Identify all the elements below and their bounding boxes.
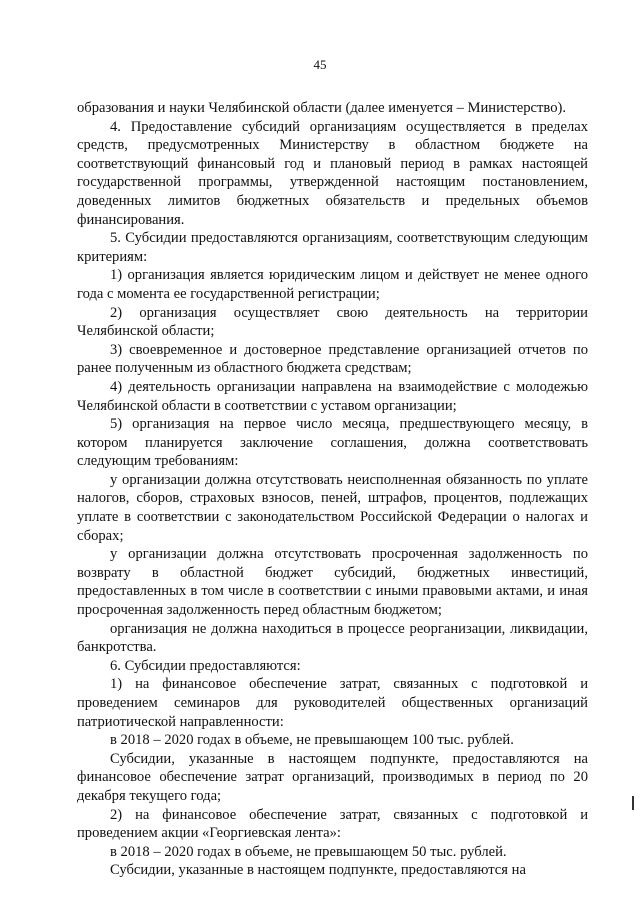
paragraph: 5) организация на первое число месяца, предшествующего месяцу, в котором планируется заключение соглашения, должна соответствовать следующим требованиям: [77,416,588,470]
paragraph: Субсидии, указанные в настоящем подпункте, предоставляются на [110,862,526,879]
paragraph: организация не должна находиться в процессе реорганизации, ликвидации, банкротства. [77,620,588,656]
paragraph: 5. Субсидии предоставляются организациям, соответствующим следующим критериям: [77,230,588,265]
paragraph: 4. Предоставление субсидий организациям осуществляется в пределах средств, предусмотренных Министерству в областном бюджете на соответствующий финансовый год и плановый период в рамках настоящей государственной программы, утвержденной настоящим постановлением, доведенных лимитов бюджетных обязательств и предельных объемов финансирования. [77,118,588,228]
paragraph: в 2018 – 2020 годах в объеме, не превышающем 50 тыс. рублей. [110,843,507,860]
paragraph: 2) на финансовое обеспечение затрат, связанных с подготовкой и проведением акции «Георгиевская лента»: [77,806,588,842]
page-number: 45 [313,57,327,72]
paragraph: 3) своевременное и достоверное представление организацией отчетов по ранее полученным из областного бюджета средствам; [77,341,588,377]
paragraph: образования и науки Челябинской области (далее именуется – Министерство). [77,100,567,116]
paragraph: 1) на финансовое обеспечение затрат, связанных с подготовкой и проведением семинаров для руководителей общественных организаций патриотической направленности: [77,676,588,730]
paragraph: 6. Субсидии предоставляются: [110,657,301,674]
paragraph: у организации должна отсутствовать неисполненная обязанность по уплате налогов, сборов, страховых взносов, пеней, штрафов, процентов, подлежащих уплате в соответствии с законодательством Российской Федерации о налогах и сборах; [77,471,588,544]
paragraph: в 2018 – 2020 годах в объеме, не превышающем 100 тыс. рублей. [110,732,514,749]
paragraph: 2) организация осуществляет свою деятельность на территории Челябинской области; [77,304,588,340]
paragraph: 1) организация является юридическим лицом и действует не менее одного года с момента ее государственной регистрации; [77,267,588,302]
document-body [77,99,588,880]
paragraph: у организации должна отсутствовать просроченная задолженность по возврату в областной бюджет субсидий, бюджетных инвестиций, предоставленных в том числе в соответствии с иными правовыми актами, и иная просроченная задолженность перед областным бюджетом; [77,546,588,619]
scan-edge-mark [632,796,634,810]
paragraph: Субсидии, указанные в настоящем подпункте, предоставляются на финансовое обеспечение затрат организаций, производимых в период по 20 декабря текущего года; [77,750,588,804]
paragraph: 4) деятельность организации направлена на взаимодействие с молодежью Челябинской области в соответствии с уставом организации; [77,378,588,414]
